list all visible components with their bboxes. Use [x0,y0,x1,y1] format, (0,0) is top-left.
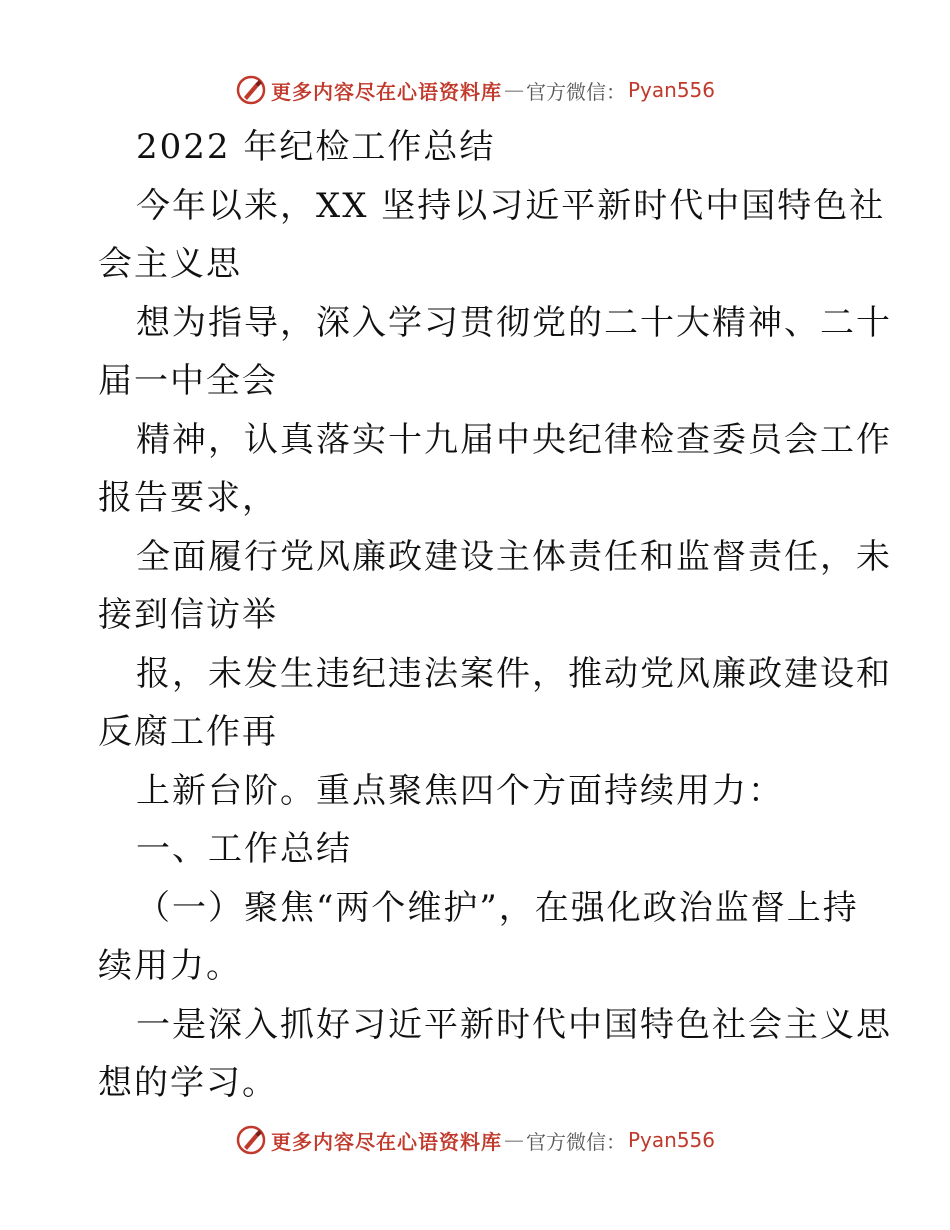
document-line: 一是深入抓好习近平新时代中国特色社会主义思 [136,1004,892,1045]
watermark-wechat-label: 官方微信： [525,79,626,104]
document-line: 反腐工作再 [98,712,278,752]
watermark-text: 更多内容尽在心语资料库 [270,79,502,104]
watermark-banner-bottom [0,1120,950,1160]
document-line: （一）聚焦“两个维护”，在强化政治监督上持 [136,887,859,928]
watermark-wechat-id: Pyan556 [627,1128,715,1152]
pen-logo-icon [235,74,267,106]
watermark-separator: — [503,78,524,102]
watermark-separator: — [503,1128,524,1152]
document-line: 会主义思 [98,244,242,284]
watermark-wechat-label: 官方微信： [525,1129,626,1154]
document-line: 全面履行党风廉政建设主体责任和监督责任，未 [136,536,892,577]
document-line: 届一中全会 [98,361,278,401]
document-line: 一、工作总结 [136,829,352,869]
document-line: 精神，认真落实十九届中央纪律检查委员会工作 [136,419,892,460]
document-line: 想为指导，深入学习贯彻党的二十大精神、二十 [136,302,892,343]
document-line: 报，未发生违纪违法案件，推动党风廉政建设和 [136,653,892,694]
watermark-banner-top [0,70,950,110]
document-line: 想的学习。 [98,1063,278,1103]
document-body [98,118,892,1113]
watermark-text: 更多内容尽在心语资料库 [270,1129,502,1154]
document-line: 报告要求， [98,478,278,518]
watermark-wechat-id: Pyan556 [627,78,715,102]
document-line: 接到信访举 [98,595,278,635]
document-line: 今年以来，XX 坚持以习近平新时代中国特色社 [136,185,886,226]
document-line: 续用力。 [98,946,242,986]
document-line: 上新台阶。重点聚焦四个方面持续用力： [136,770,784,811]
document-line: 2022 年纪检工作总结 [136,127,496,167]
pen-logo-icon [235,1124,267,1156]
